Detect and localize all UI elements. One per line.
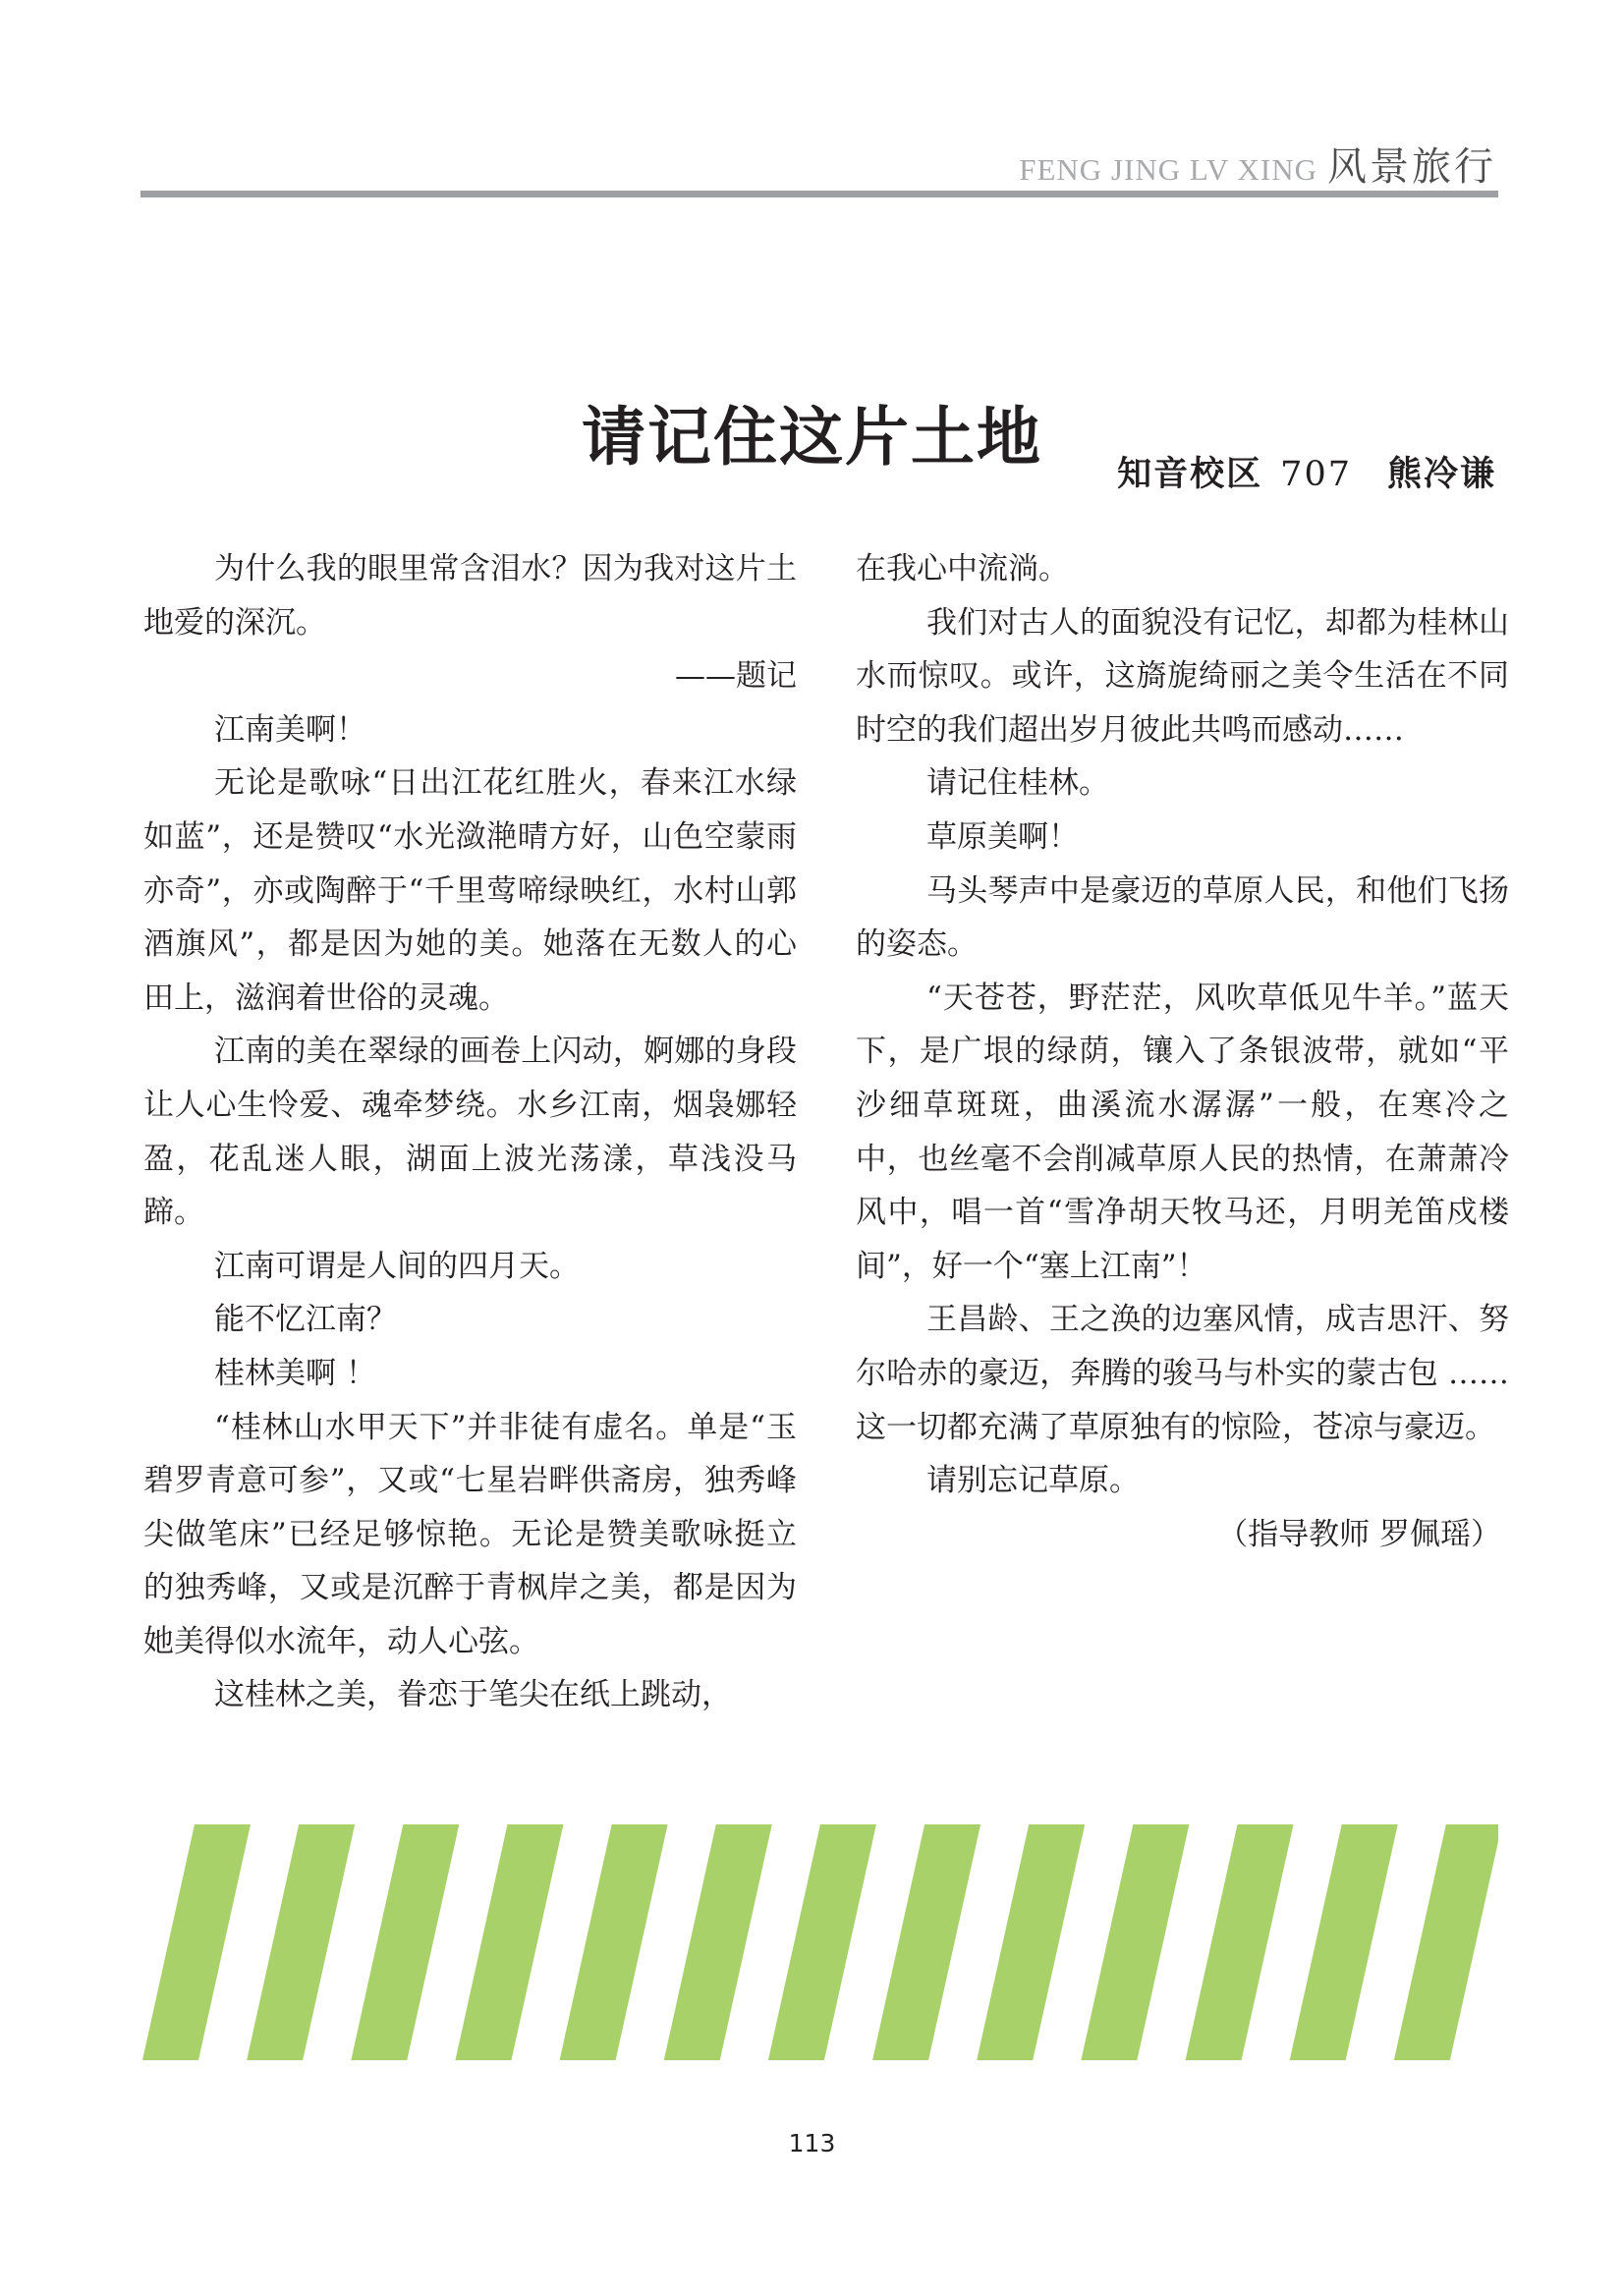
paragraph: “桂林山水甲天下”并非徒有虚名。单是“玉碧罗青意可参”，又或“七星岩畔供斋房，独秀峰尖做笔床”已经足够惊艳。无论是赞美歌咏挺立的独秀峰，又或是沉醉于青枫岸之美，都是因为她美得似水流年，动人心弦。 bbox=[143, 1409, 797, 1659]
stripe bbox=[977, 1824, 1085, 2060]
paragraph: 马头琴声中是豪迈的草原人民，和他们飞扬的姿态。 bbox=[856, 872, 1509, 963]
decorative-stripe-band bbox=[142, 1824, 1498, 2060]
stripe bbox=[1081, 1824, 1189, 2060]
paragraph: 这桂林之美，眷恋于笔尖在纸上跳动， bbox=[214, 1677, 732, 1713]
left-text-column bbox=[143, 542, 797, 1722]
paragraph: “天苍苍，野茫茫，风吹草低见牛羊。”蓝天下，是广垠的绿荫，镶入了条银波带，就如“平沙细草斑斑，曲溪流水潺潺”一般，在寒冷之中，也丝毫不会削减草原人民的热情，在萧萧冷风中，唱一首“雪净胡天牧马还，月明羌笛戍楼间”，好一个“塞上江南”！ bbox=[856, 980, 1509, 1284]
article-title: 请记住这片土地 bbox=[581, 400, 1042, 475]
paragraph: 王昌龄、王之涣的边塞风情，成吉思汗、努尔哈赤的豪迈，奔腾的骏马与朴实的蒙古包 …… 这一切都充满了草原独有的惊险，苍凉与豪迈。 bbox=[856, 1302, 1509, 1445]
stripe bbox=[1186, 1824, 1294, 2060]
stripe bbox=[560, 1824, 668, 2060]
stripe bbox=[872, 1824, 980, 2060]
section-name-chinese: 风景旅行 bbox=[1327, 144, 1496, 190]
paragraph: 能不忆江南？ bbox=[214, 1302, 397, 1338]
stripe bbox=[455, 1824, 563, 2060]
header-divider bbox=[140, 191, 1498, 197]
section-name-english: FENG JING LV XING bbox=[1019, 152, 1317, 187]
stripe bbox=[247, 1824, 355, 2060]
paragraph: 江南美啊！ bbox=[214, 711, 366, 748]
stripe bbox=[1394, 1824, 1498, 2060]
stripe bbox=[664, 1824, 772, 2060]
epigraph-attribution: ——题记 bbox=[675, 658, 797, 695]
stripe bbox=[351, 1824, 459, 2060]
stripe bbox=[768, 1824, 876, 2060]
paragraph: 草原美啊！ bbox=[926, 818, 1079, 855]
paragraph: 江南可谓是人间的四月天。 bbox=[214, 1248, 580, 1284]
paragraph: 在我心中流淌。 bbox=[856, 551, 1069, 587]
paragraph: 请记住桂林。 bbox=[926, 765, 1109, 802]
stripe bbox=[142, 1824, 251, 2060]
paragraph: 我们对古人的面貌没有记忆，却都为桂林山水而惊叹。或许，这旖旎绮丽之美令生活在不同时空的我们超出岁月彼此共鸣而感动…… bbox=[856, 604, 1509, 748]
paragraph: 桂林美啊 ！ bbox=[214, 1355, 376, 1391]
section-header bbox=[140, 136, 1496, 189]
paragraph: 江南的美在翠绿的画卷上闪动，婀娜的身段让人心生怜爱、魂牵梦绕。水乡江南，烟袅娜轻盈，花乱迷人眼，湖面上波光荡漾，草浅没马蹄。 bbox=[143, 1034, 797, 1231]
advisor-credit: （指导教师 罗佩瑶） bbox=[1217, 1516, 1501, 1552]
page-number: 113 bbox=[788, 2129, 836, 2157]
paragraph: 无论是歌咏“日出江花红胜火，春来江水绿如蓝”，还是赞叹“水光潋滟晴方好，山色空蒙雨亦奇”，亦或陶醉于“千里莺啼绿映红，水村山郭酒旗风”，都是因为她的美。她落在无数人的心田上，滋润着世俗的灵魂。 bbox=[143, 765, 797, 1016]
byline bbox=[1117, 447, 1496, 496]
byline-author: 熊冷谦 bbox=[1386, 454, 1496, 494]
stripe bbox=[1290, 1824, 1398, 2060]
byline-class: 707 bbox=[1280, 455, 1352, 494]
paragraph: 为什么我的眼里常含泪水？因为我对这片土地爱的深沉。 bbox=[143, 551, 797, 641]
byline-school: 知音校区 bbox=[1117, 454, 1263, 494]
paragraph: 请别忘记草原。 bbox=[926, 1463, 1140, 1499]
right-text-column bbox=[856, 542, 1509, 1561]
